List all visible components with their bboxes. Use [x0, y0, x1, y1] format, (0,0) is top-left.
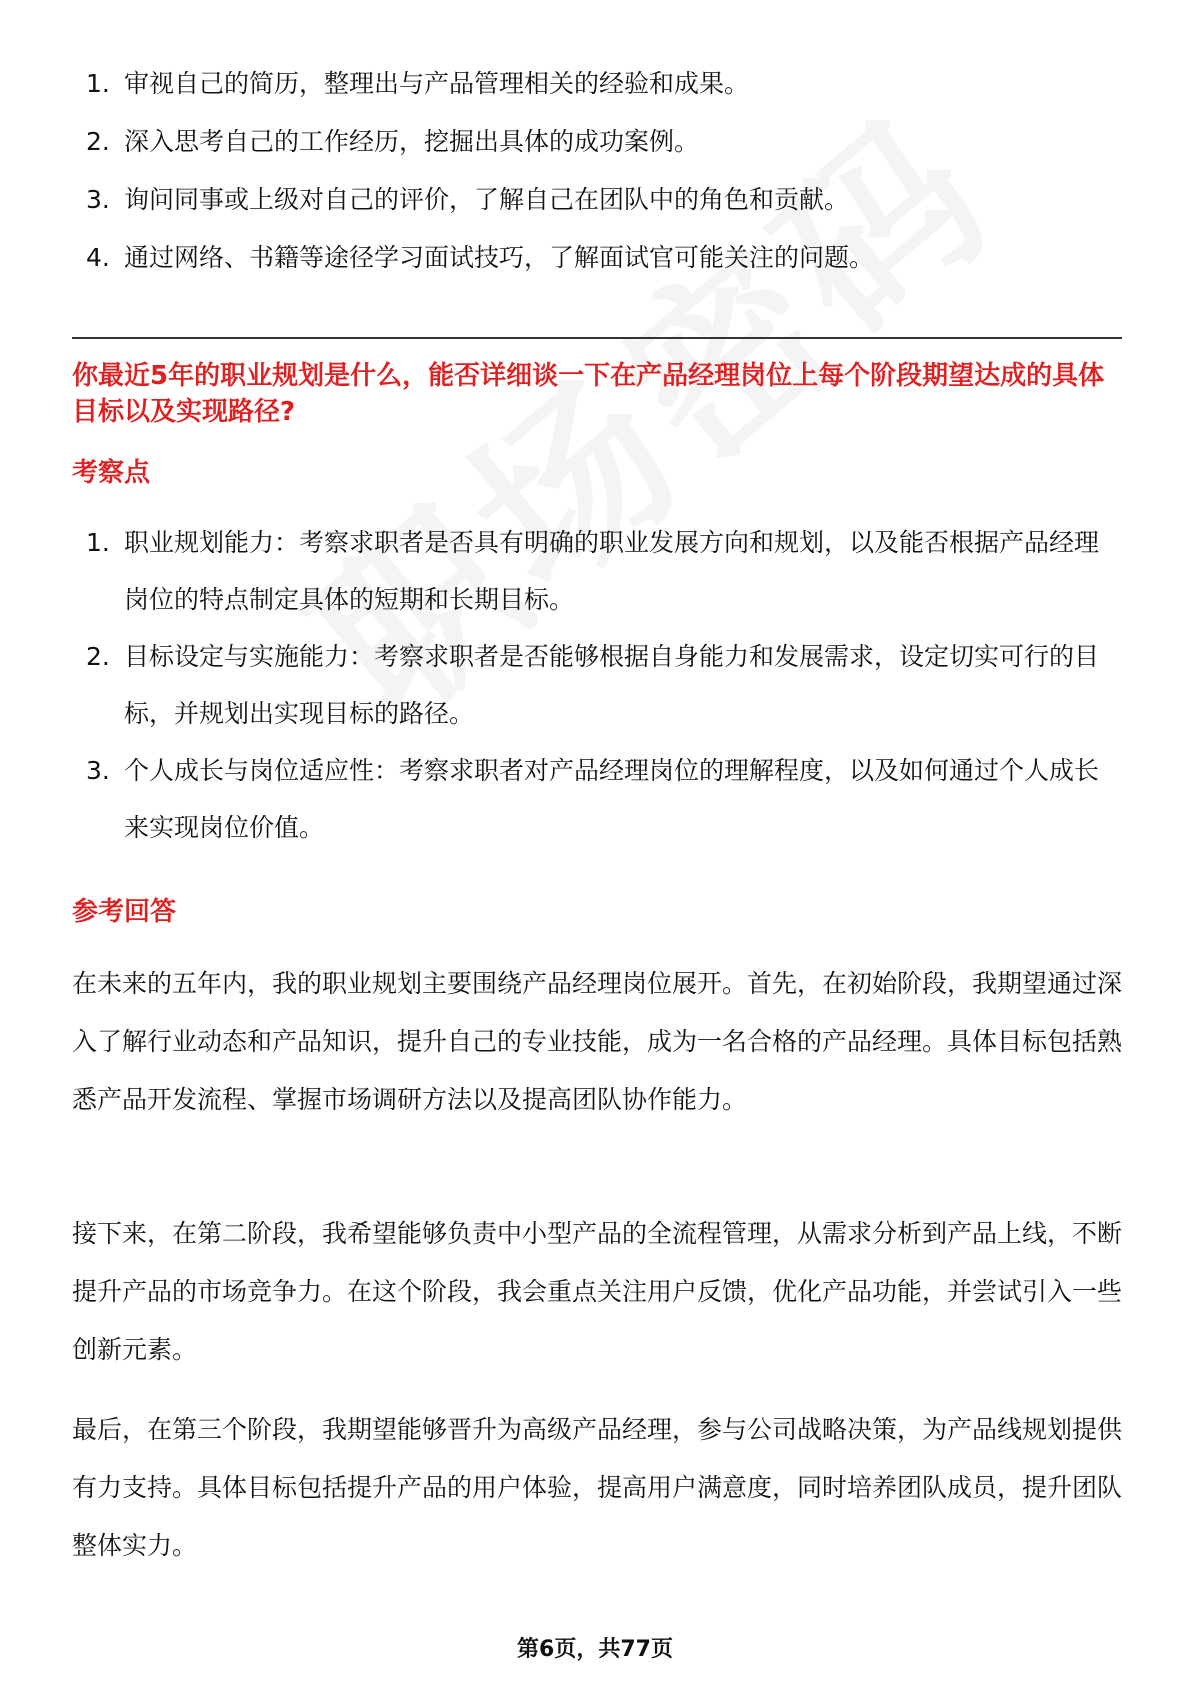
section-divider [72, 337, 1122, 339]
list-item-number: 2. [86, 127, 110, 156]
list-item [72, 171, 1122, 229]
list-item [72, 514, 1122, 628]
list-item-text: 审视自己的简历，整理出与产品管理相关的经验和成果。 [124, 69, 750, 98]
list-item-text: 深入思考自己的工作经历，挖掘出具体的成功案例。 [124, 127, 700, 156]
list-item-number: 1. [86, 69, 110, 98]
list-item [72, 742, 1122, 856]
list-item [72, 229, 1122, 287]
page-number: 第6页，共77页 [517, 1637, 673, 1662]
answer-paragraph: 在未来的五年内，我的职业规划主要围绕产品经理岗位展开。首先，在初始阶段，我期望通过深入了解行业动态和产品知识，提升自己的专业技能，成为一名合格的产品经理。具体目标包括熟悉产品开发流程、掌握市场调研方法以及提高团队协作能力。 [72, 969, 1123, 1114]
list-item-text: 询问同事或上级对自己的评价，了解自己在团队中的角色和贡献。 [124, 185, 850, 214]
list-item [72, 113, 1122, 171]
section-title-assessment-points: 考察点 [72, 458, 151, 488]
list-item [72, 628, 1122, 742]
list-item-number: 3. [86, 756, 110, 785]
list-item [72, 55, 1122, 113]
list-item-number: 1. [86, 528, 110, 557]
list-item-text: 目标设定与实施能力：考察求职者是否能够根据自身能力和发展需求，设定切实可行的目标，并规划出实现目标的路径。 [124, 642, 1100, 728]
list-item-number: 2. [86, 642, 110, 671]
section-title-reference-answer: 参考回答 [72, 897, 177, 927]
list-item-text: 通过网络、书籍等途径学习面试技巧，了解面试官可能关注的问题。 [124, 243, 875, 272]
interview-question: 你最近5年的职业规划是什么，能否详细谈一下在产品经理岗位上每个阶段期望达成的具体目标以及实现路径? [72, 361, 1105, 427]
list-item-text: 个人成长与岗位适应性：考察求职者对产品经理岗位的理解程度，以及如何通过个人成长来实现岗位价值。 [124, 756, 1100, 842]
list-item-number: 3. [86, 185, 110, 214]
prep-list [72, 55, 1122, 287]
answer-paragraph: 最后，在第三个阶段，我期望能够晋升为高级产品经理，参与公司战略决策，为产品线规划提供有力支持。具体目标包括提升产品的用户体验，提高用户满意度，同时培养团队成员，提升团队整体实力。 [72, 1415, 1123, 1560]
list-item-text: 职业规划能力：考察求职者是否具有明确的职业发展方向和规划，以及能否根据产品经理岗位的特点制定具体的短期和长期目标。 [124, 528, 1100, 614]
answer-paragraph: 接下来，在第二阶段，我希望能够负责中小型产品的全流程管理，从需求分析到产品上线，不断提升产品的市场竞争力。在这个阶段，我会重点关注用户反馈，优化产品功能，并尝试引入一些创新元素。 [72, 1219, 1123, 1364]
list-item-number: 4. [86, 243, 110, 272]
assessment-points-list [72, 514, 1122, 856]
